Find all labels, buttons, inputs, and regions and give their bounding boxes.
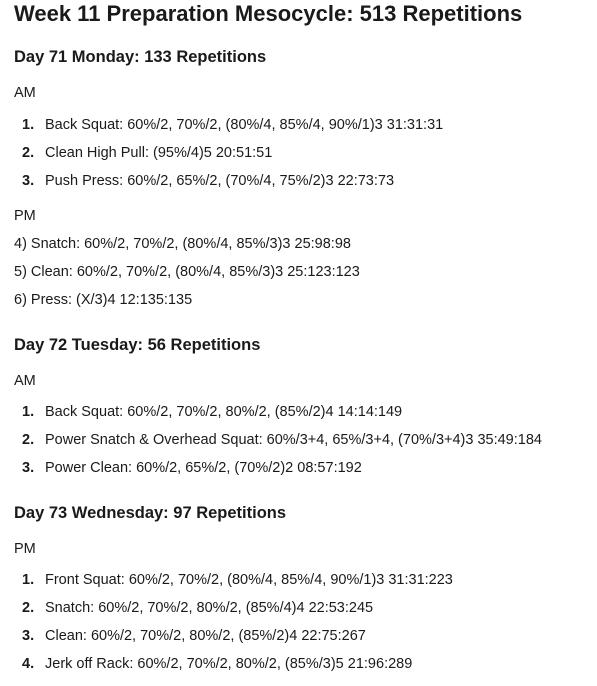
list-item-number: 3. bbox=[22, 173, 35, 189]
list-item bbox=[14, 167, 594, 195]
list-item bbox=[14, 139, 594, 167]
day-72-am-label: AM bbox=[14, 373, 36, 389]
list-item-number: 1. bbox=[22, 404, 35, 420]
pm-line: 5) Clean: 60%/2, 70%/2, (80%/4, 85%/3)3 25:123:123 bbox=[14, 264, 360, 280]
list-item bbox=[14, 650, 594, 678]
day-73-pm-label: PM bbox=[14, 541, 36, 557]
day-71-am-label: AM bbox=[14, 85, 36, 101]
list-item-text: Back Squat: 60%/2, 70%/2, 80%/2, (85%/2)4 14:14:149 bbox=[45, 404, 403, 420]
page-title: Week 11 Preparation Mesocycle: 513 Repetitions bbox=[14, 1, 523, 26]
list-item-number: 2. bbox=[22, 145, 35, 161]
list-item-text: Back Squat: 60%/2, 70%/2, (80%/4, 85%/4, 90%/1)3 31:31:31 bbox=[45, 117, 444, 133]
pm-line: 6) Press: (X/3)4 12:135:135 bbox=[14, 292, 193, 308]
day-71-am-list bbox=[14, 111, 594, 195]
list-item-text: Power Snatch & Overhead Squat: 60%/3+4, 65%/3+4, (70%/3+4)3 35:49:184 bbox=[45, 432, 542, 448]
list-item-number: 3. bbox=[22, 628, 35, 644]
list-item-number: 4. bbox=[22, 656, 35, 672]
pm-line: 4) Snatch: 60%/2, 70%/2, (80%/4, 85%/3)3 25:98:98 bbox=[14, 236, 351, 252]
list-item bbox=[14, 594, 594, 622]
list-item bbox=[14, 622, 594, 650]
list-item-number: 2. bbox=[22, 432, 35, 448]
list-item-number: 2. bbox=[22, 600, 35, 616]
day-72-heading: Day 72 Tuesday: 56 Repetitions bbox=[14, 336, 261, 354]
list-item-text: Clean High Pull: (95%/4)5 20:51:51 bbox=[45, 145, 273, 161]
day-73-pm-list bbox=[14, 566, 594, 678]
day-71-heading: Day 71 Monday: 133 Repetitions bbox=[14, 48, 267, 66]
list-item bbox=[14, 398, 594, 426]
list-item-text: Front Squat: 60%/2, 70%/2, (80%/4, 85%/4, 90%/1)3 31:31:223 bbox=[45, 572, 453, 588]
list-item-text: Jerk off Rack: 60%/2, 70%/2, 80%/2, (85%/3)5 21:96:289 bbox=[45, 656, 413, 672]
list-item-text: Power Clean: 60%/2, 65%/2, (70%/2)2 08:57:192 bbox=[45, 460, 362, 476]
day-72-am-list bbox=[14, 398, 594, 482]
day-71-pm-lines bbox=[14, 230, 594, 314]
list-item bbox=[14, 566, 594, 594]
list-item-number: 3. bbox=[22, 460, 35, 476]
list-item-number: 1. bbox=[22, 117, 35, 133]
list-item bbox=[14, 454, 594, 482]
list-item-text: Clean: 60%/2, 70%/2, 80%/2, (85%/2)4 22:75:267 bbox=[45, 628, 366, 644]
list-item-text: Snatch: 60%/2, 70%/2, 80%/2, (85%/4)4 22:53:245 bbox=[45, 600, 374, 616]
list-item bbox=[14, 111, 594, 139]
day-73-heading: Day 73 Wednesday: 97 Repetitions bbox=[14, 504, 287, 522]
list-item bbox=[14, 426, 594, 454]
day-71-pm-label: PM bbox=[14, 208, 36, 224]
list-item-number: 1. bbox=[22, 572, 35, 588]
list-item-text: Push Press: 60%/2, 65%/2, (70%/4, 75%/2)3 22:73:73 bbox=[45, 173, 395, 189]
